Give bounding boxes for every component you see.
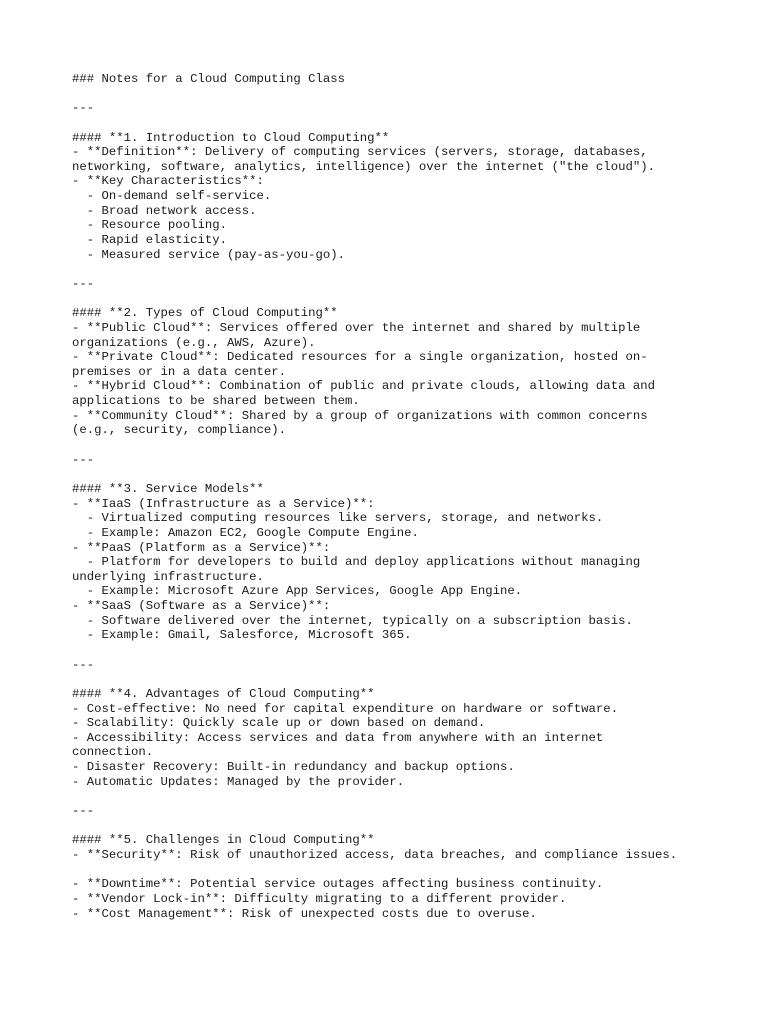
text-line: - Example: Microsoft Azure App Services, Google App Engine. — [72, 584, 523, 599]
text-line: - Platform for developers to build and deploy applications without managing — [72, 555, 641, 570]
text-line: - **Vendor Lock-in**: Difficulty migrating to a different provider. — [72, 891, 567, 906]
section-heading: #### **5. Challenges in Cloud Computing** — [72, 833, 375, 848]
blank-line — [72, 467, 712, 482]
text-line: - **PaaS (Platform as a Service)**: — [72, 540, 331, 555]
text-line: premises or in a data center. — [72, 364, 287, 379]
section-heading: #### **1. Introduction to Cloud Computing** — [72, 130, 390, 145]
text-line: - Example: Gmail, Salesforce, Microsoft 365. — [72, 628, 412, 643]
blank-line — [72, 262, 712, 277]
text-line: networking, software, analytics, intelligence) over the internet ("the cloud"). — [72, 159, 655, 174]
text-line: - Automatic Updates: Managed by the provider. — [72, 774, 405, 789]
document-title: ### Notes for a Cloud Computing Class — [72, 72, 346, 86]
separator: --- — [72, 657, 95, 672]
text-line: (e.g., security, compliance). — [72, 423, 287, 438]
text-line: organizations (e.g., AWS, Azure). — [72, 335, 316, 350]
text-line: - **Security**: Risk of unauthorized access, data breaches, and compliance issues. — [72, 847, 678, 862]
text-line: - **Community Cloud**: Shared by a group of organizations with common concerns — [72, 408, 648, 423]
text-line: - Accessibility: Access services and data from anywhere with an internet — [72, 730, 604, 745]
blank-line — [72, 643, 712, 658]
text-line: - **Private Cloud**: Dedicated resources for a single organization, hosted on- — [72, 350, 648, 365]
text-line: - **SaaS (Software as a Service)**: — [72, 599, 331, 614]
text-line: - Resource pooling. — [72, 218, 227, 233]
text-line: - Measured service (pay-as-you-go). — [72, 247, 346, 262]
blank-line — [72, 819, 712, 834]
text-line: applications to be shared between them. — [72, 394, 360, 409]
blank-line — [72, 672, 712, 687]
text-line: - Disaster Recovery: Built-in redundancy and backup options. — [72, 760, 515, 775]
section-heading: #### **3. Service Models** — [72, 481, 264, 496]
text-line: - **IaaS (Infrastructure as a Service)**: — [72, 496, 375, 511]
blank-line — [72, 116, 712, 131]
text-line: - **Public Cloud**: Services offered over the internet and shared by multiple — [72, 320, 641, 335]
separator: --- — [72, 452, 95, 467]
text-line: - Rapid elasticity. — [72, 233, 227, 248]
document-page — [72, 72, 712, 921]
text-line: - Broad network access. — [72, 203, 257, 218]
separator: --- — [72, 804, 95, 819]
text-line: - Virtualized computing resources like servers, storage, and networks. — [72, 511, 604, 526]
text-line: - **Downtime**: Potential service outages affecting business continuity. — [72, 877, 604, 892]
text-line: - Cost-effective: No need for capital expenditure on hardware or software. — [72, 701, 619, 716]
text-line: - **Cost Management**: Risk of unexpected costs due to overuse. — [72, 906, 537, 921]
text-line: - Software delivered over the internet, typically on a subscription basis. — [72, 613, 633, 628]
text-line: underlying infrastructure. — [72, 569, 264, 584]
text-line: - Example: Amazon EC2, Google Compute Engine. — [72, 525, 419, 540]
blank-line — [72, 292, 712, 307]
section-heading: #### **2. Types of Cloud Computing** — [72, 306, 338, 321]
text-line: - On-demand self-service. — [72, 189, 272, 204]
text-line: - Scalability: Quickly scale up or down based on demand. — [72, 716, 486, 731]
blank-line — [72, 87, 712, 102]
text-line: connection. — [72, 745, 154, 760]
section-heading: #### **4. Advantages of Cloud Computing** — [72, 686, 375, 701]
blank-line — [72, 438, 712, 453]
separator: --- — [72, 101, 95, 116]
separator: --- — [72, 276, 95, 291]
blank-line — [72, 789, 712, 804]
text-line: - **Key Characteristics**: — [72, 174, 264, 189]
text-line — [72, 863, 712, 878]
text-line: - **Hybrid Cloud**: Combination of public and private clouds, allowing data and — [72, 379, 655, 394]
text-line: - **Definition**: Delivery of computing services (servers, storage, databases, — [72, 145, 648, 160]
